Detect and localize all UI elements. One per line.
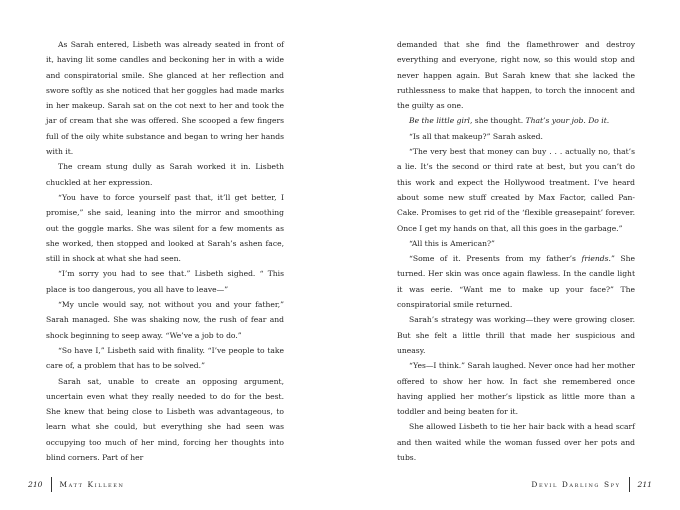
right-text-column	[397, 37, 635, 465]
footer-divider	[51, 477, 52, 492]
paragraph	[397, 251, 635, 312]
paragraph: She allowed Lisbeth to tie her hair back with a head scarf and then waited while the woman fussed over her pots and tubs.	[397, 422, 635, 463]
right-footer	[531, 477, 652, 492]
running-head-title: Devil Darling Spy	[531, 480, 621, 489]
italic-text: friends	[581, 254, 609, 264]
paragraph: “My uncle would say, not without you and your father,” Sarah managed. She was shaking now, the rush of fear and shock beginning to seep away. “We’ve a job to do.”	[46, 300, 284, 340]
left-text-column	[46, 37, 284, 465]
paragraph-thought	[397, 113, 635, 128]
paragraph: “I’m sorry you had to see that.” Lisbeth sighed. “ This place is too dangerous, you all have to leave—”	[46, 269, 284, 294]
paragraph: “So have I,” Lisbeth said with finality. “I’ve people to take care of, a problem that has to be solved.”	[46, 345, 284, 371]
plain-text: .” She turned. Her skin was once again flawless. In the candle light it was eerie. “Want me to make up your face?” The conspiratorial smile returned.	[397, 254, 635, 310]
italic-text: Be the little girl	[409, 116, 470, 126]
plain-text: , she thought.	[469, 116, 526, 126]
page-number: 210	[28, 480, 43, 489]
paragraph: As Sarah entered, Lisbeth was already seated in front of it, having lit some candles and beckoning her in with a wide and conspiratorial smile. She glanced at her reflection and swore softly as she noticed that her goggles had made marks in her makeup. Sarah sat on the cot next to her and took the jar of cream that she was offered. She scooped a few fingers full of the oily white substance and began to wring her hands with it.	[46, 40, 284, 157]
left-footer	[28, 477, 125, 492]
paragraph: Sarah’s strategy was working—they were growing closer. But she felt a little thrill that made her suspicious and uneasy.	[397, 315, 635, 355]
paragraph: The cream stung dully as Sarah worked it in. Lisbeth chuckled at her expression.	[46, 162, 284, 187]
paragraph: “All this is American?”	[409, 238, 495, 248]
right-page	[340, 0, 680, 510]
plain-text: “Some of it. Presents from my father’s	[409, 254, 582, 264]
italic-text: That’s your job. Do it.	[525, 116, 610, 126]
paragraph: “Is all that makeup?” Sarah asked.	[409, 131, 543, 141]
paragraph: “The very best that money can buy . . . actually no, that’s a lie. It’s the second or third rate at best, but you can’t do this work and expect the Hollywood treatment. I’ve heard about some new stuff created by Max Factor, called Pan-Cake. Promises to get rid of the ‘flexible greasepaint’ forever. Once I get my hands on that, all this goes in the garbage.”	[397, 147, 635, 233]
paragraph: demanded that she find the flamethrower and destroy everything and everyone, right now, so this would stop and never happen again. But Sarah knew that she lacked the ruthlessness to make that happen, to torch the innocent and the guilty as one.	[397, 40, 635, 111]
page-number: 211	[637, 480, 652, 489]
paragraph: “Yes—I think.” Sarah laughed. Never once had her mother offered to show her how. In fact she remembered once having applied her mother’s lipstick as little more than a toddler and being beaten for it.	[397, 361, 635, 417]
running-head-author: Matt Killeen	[59, 480, 125, 489]
paragraph: “You have to force yourself past that, it’ll get better, I promise,” she said, leaning into the mirror and smoothing out the goggle marks. She was silent for a few moments as she worked, then stopped and looked at Sarah’s ashen face, still in shock at what she had seen.	[46, 192, 284, 264]
footer-divider	[629, 477, 630, 492]
paragraph: Sarah sat, unable to create an opposing argument, uncertain even what they really needed to do for the best. She knew that being close to Lisbeth was advantageous, to learn what she could, but everything she had seen was occupying too much of her mind, forcing her thoughts into blind corners. Part of her	[46, 376, 284, 463]
